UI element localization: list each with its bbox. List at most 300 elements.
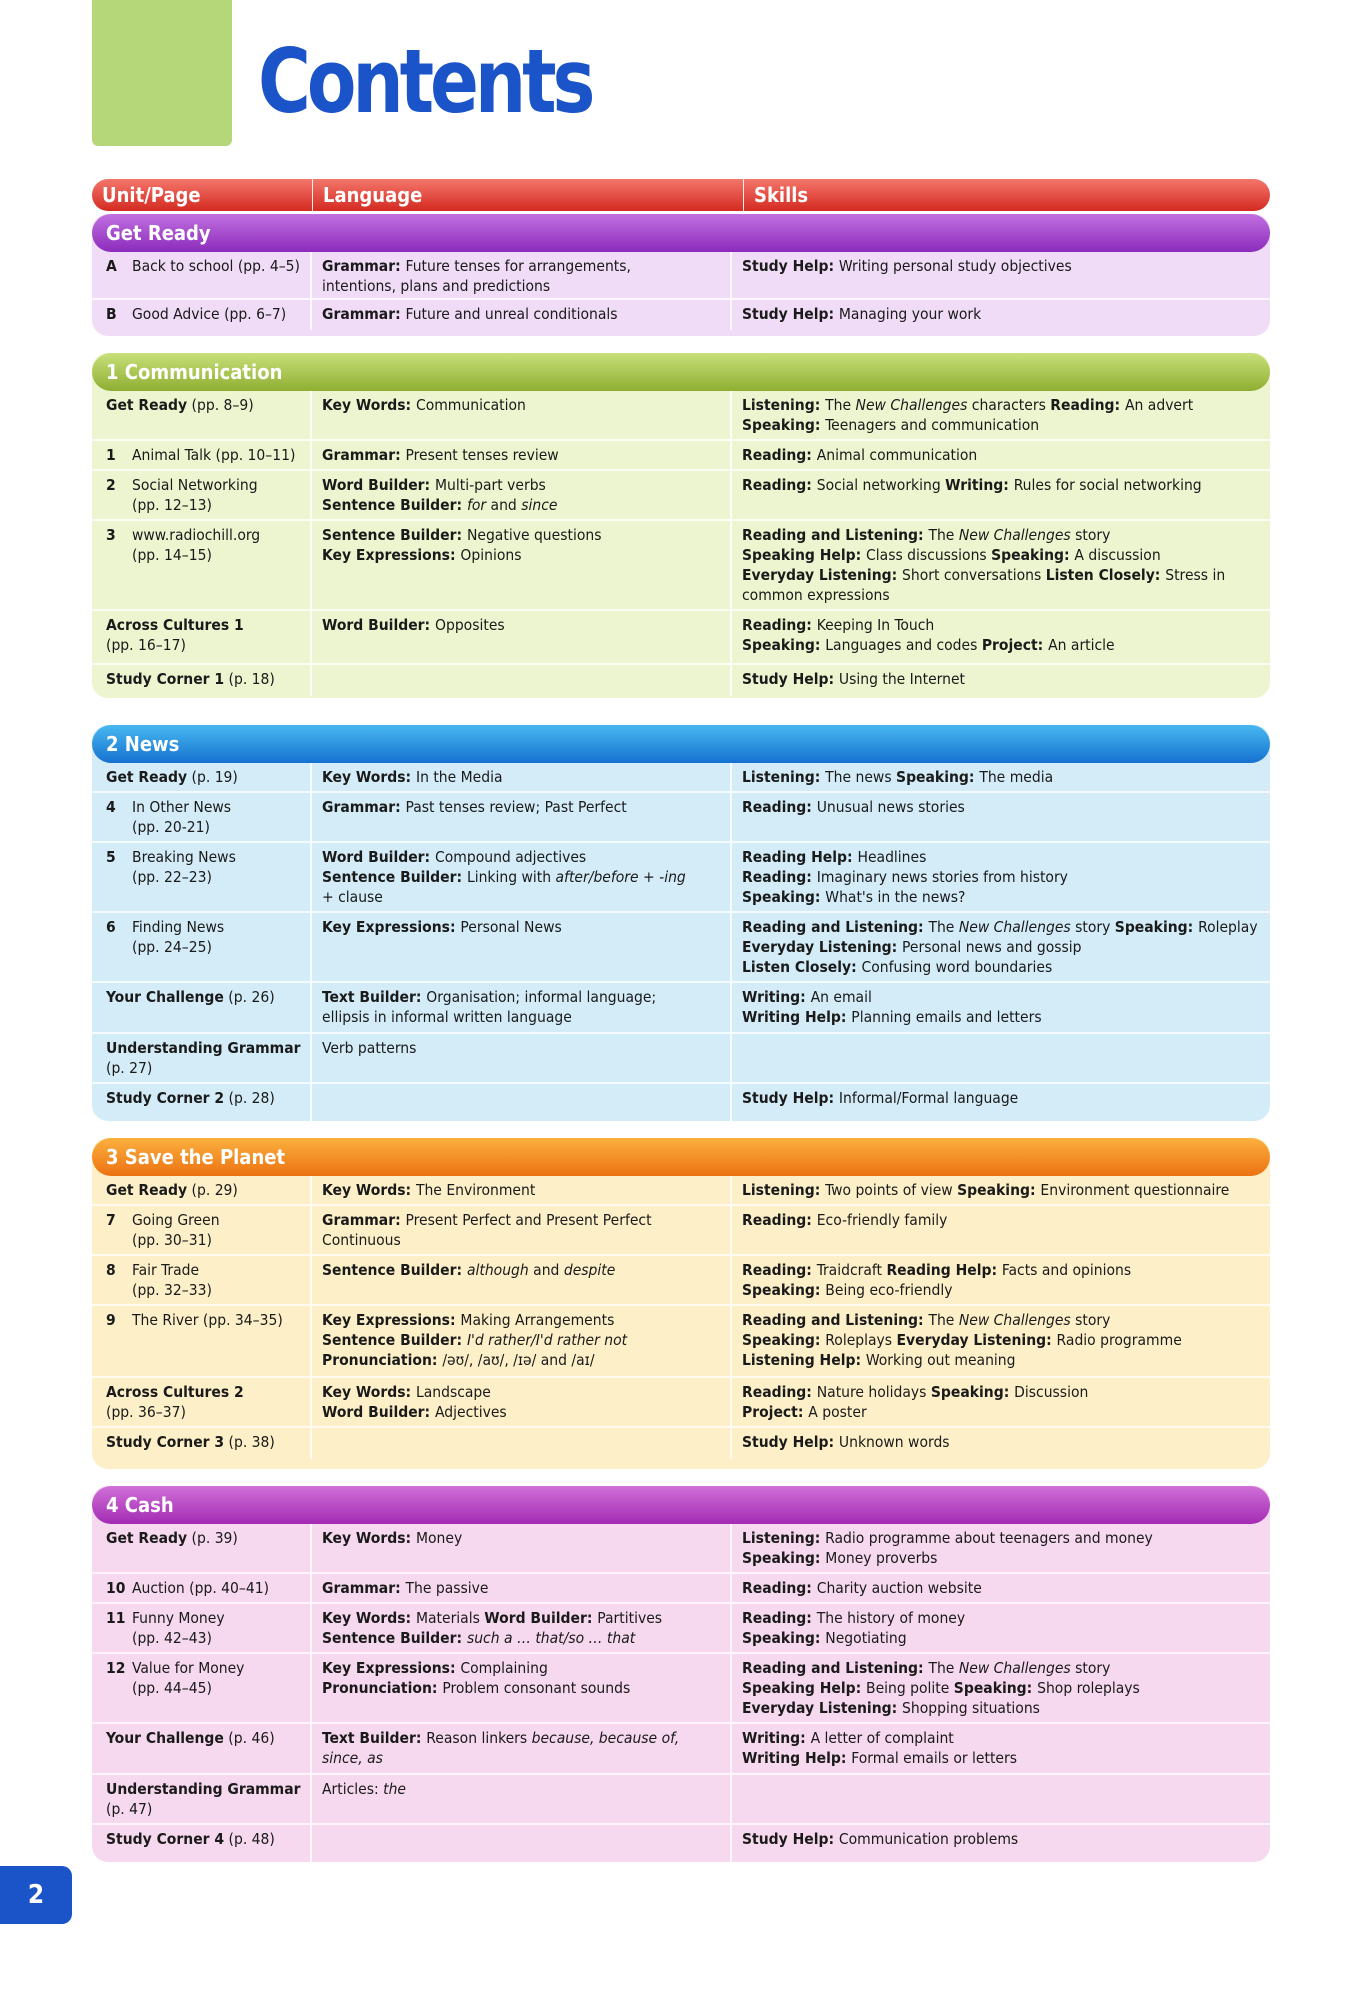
- unit-bold: Study Corner 2: [106, 1089, 225, 1107]
- table-row: [92, 983, 1270, 1034]
- unit-title: Study Corner 1 (p. 18): [106, 670, 275, 688]
- unit-cell: [92, 1428, 310, 1459]
- cell-line: [742, 1350, 1260, 1370]
- skills-cell: [730, 1306, 1270, 1376]
- text-italic: since, as: [322, 1749, 383, 1767]
- unit-title: Your Challenge (p. 26): [106, 988, 275, 1006]
- text: Working out meaning: [865, 1351, 1016, 1369]
- cell-line: [742, 1829, 1260, 1849]
- text-italic: New Challenges: [958, 918, 1071, 936]
- text-italic: I'd rather/I'd rather not: [466, 1331, 628, 1349]
- skills-cell: [730, 252, 1270, 298]
- label-bold: Reading:: [742, 1609, 817, 1627]
- cell-line: [322, 1310, 720, 1330]
- label-bold: Listen Closely:: [1045, 566, 1166, 584]
- table-row: [92, 1378, 1270, 1428]
- table-row: [92, 913, 1270, 983]
- text: Compound adjectives: [435, 848, 587, 866]
- label-bold: Reading:: [742, 476, 817, 494]
- skills-cell: [730, 521, 1270, 609]
- header-skills: Skills: [743, 179, 1270, 211]
- unit-bold: Across Cultures 1: [106, 616, 244, 634]
- text-italic: New Challenges: [958, 1659, 1071, 1677]
- skills-cell: [730, 1176, 1270, 1204]
- label-bold: Sentence Builder:: [322, 1629, 467, 1647]
- text: Animal communication: [816, 446, 978, 464]
- unit-bold: Understanding Grammar: [106, 1780, 301, 1798]
- text: Partitives: [597, 1609, 663, 1627]
- unit-number: 2: [106, 476, 116, 494]
- skills-cell: [730, 611, 1270, 663]
- unit-title: In Other News (pp. 20-21): [132, 798, 232, 836]
- cell-line: [742, 585, 1260, 605]
- cell-line: [322, 1628, 720, 1648]
- cell-line: [742, 1548, 1260, 1568]
- text: Past tenses review; Past Perfect: [405, 798, 627, 816]
- unit-cell: [92, 1306, 310, 1376]
- label-bold: Reading:: [742, 446, 817, 464]
- label-bold: Reading:: [1050, 396, 1125, 414]
- language-cell: [310, 843, 730, 911]
- cell-line: [742, 847, 1260, 867]
- skills-cell: [730, 300, 1270, 330]
- table-row: [92, 1034, 1270, 1084]
- cell-line: [742, 1698, 1260, 1718]
- skills-cell: [730, 843, 1270, 911]
- section-0: [92, 214, 1270, 336]
- skills-cell: [730, 665, 1270, 696]
- cell-line: [322, 1230, 720, 1250]
- text: Managing your work: [838, 305, 982, 323]
- language-cell: [310, 1574, 730, 1602]
- cell-line: [742, 1678, 1260, 1698]
- table-row: [92, 1524, 1270, 1574]
- unit-cell: [92, 1206, 310, 1254]
- text: Shopping situations: [902, 1699, 1040, 1717]
- label-bold: Key Expressions:: [322, 1659, 461, 1677]
- cell-line: [322, 1038, 720, 1058]
- label-bold: Speaking:: [953, 1679, 1038, 1697]
- cell-line: [742, 1382, 1260, 1402]
- label-bold: Everyday Listening:: [742, 566, 903, 584]
- unit-cell: [92, 1775, 310, 1823]
- label-bold: Grammar:: [322, 798, 406, 816]
- cell-line: [742, 1728, 1260, 1748]
- text: story: [1070, 918, 1115, 936]
- table-row: [92, 611, 1270, 665]
- label-bold: Speaking:: [991, 546, 1075, 564]
- unit-title: Get Ready (pp. 8–9): [106, 396, 254, 414]
- label-bold: Speaking:: [742, 1629, 826, 1647]
- text: Rules for social networking: [1013, 476, 1202, 494]
- text-italic: since: [521, 496, 558, 514]
- unit-cell: [92, 1034, 310, 1082]
- text: Linking with: [466, 868, 556, 886]
- text: Opposites: [435, 616, 505, 634]
- cell-line: [742, 1748, 1260, 1768]
- text: Future tenses for arrangements,: [405, 257, 631, 275]
- skills-cell: [730, 1775, 1270, 1823]
- cell-line: [742, 1658, 1260, 1678]
- label-bold: Word Builder:: [322, 848, 435, 866]
- skills-cell: [730, 1604, 1270, 1652]
- label-bold: Key Words:: [322, 1609, 416, 1627]
- cell-line: [742, 635, 1260, 655]
- label-bold: Reading and Listening:: [742, 1659, 929, 1677]
- cell-line: [322, 1180, 720, 1200]
- unit-title: Value for Money (pp. 44–45): [132, 1659, 245, 1697]
- cell-line: [322, 767, 720, 787]
- table-row: [92, 471, 1270, 521]
- text: common expressions: [742, 586, 890, 604]
- skills-cell: [730, 1206, 1270, 1254]
- table-row: [92, 391, 1270, 441]
- section-4: [92, 1486, 1270, 1862]
- cell-line: [742, 615, 1260, 635]
- cell-line: [322, 847, 720, 867]
- label-bold: Speaking:: [742, 636, 826, 654]
- cell-line: [742, 1260, 1260, 1280]
- unit-title: The River (pp. 34–35): [132, 1311, 283, 1329]
- table-row: [92, 763, 1270, 793]
- text: Teenagers and communication: [825, 416, 1040, 434]
- cell-line: [742, 415, 1260, 435]
- text: Confusing word boundaries: [861, 958, 1053, 976]
- section-title: 1 Communication: [92, 353, 1270, 391]
- unit-cell: [92, 471, 310, 519]
- language-cell: [310, 391, 730, 439]
- label-bold: Sentence Builder:: [322, 868, 467, 886]
- label-bold: Key Expressions:: [322, 1311, 461, 1329]
- text: Money: [415, 1529, 463, 1547]
- text-italic: such a … that/so … that: [466, 1629, 636, 1647]
- unit-cell: [92, 252, 310, 298]
- text: intentions, plans and predictions: [322, 277, 551, 295]
- unit-bold: Get Ready: [106, 1181, 188, 1199]
- label-bold: Listening:: [742, 1181, 826, 1199]
- label-bold: Speaking:: [896, 768, 980, 786]
- unit-title: Back to school (pp. 4–5): [132, 257, 300, 275]
- label-bold: Listening:: [742, 1529, 826, 1547]
- cell-line: [322, 1330, 720, 1350]
- label-bold: Reading:: [742, 1579, 817, 1597]
- cell-line: [322, 1350, 720, 1370]
- text: Negotiating: [825, 1629, 907, 1647]
- text: The Environment: [415, 1181, 536, 1199]
- label-bold: Listening:: [742, 768, 826, 786]
- unit-cell: [92, 1604, 310, 1652]
- label-bold: Key Words:: [322, 1383, 416, 1401]
- text: The: [928, 1311, 959, 1329]
- unit-title: Going Green (pp. 30–31): [132, 1211, 220, 1249]
- unit-title: Finding News (pp. 24–25): [132, 918, 225, 956]
- table-row: [92, 300, 1270, 330]
- cell-line: [322, 1528, 720, 1548]
- unit-bold: Get Ready: [106, 1529, 188, 1547]
- unit-cell: [92, 1574, 310, 1602]
- cell-line: [742, 767, 1260, 787]
- label-bold: Key Words:: [322, 768, 416, 786]
- cell-line: [742, 987, 1260, 1007]
- text: The news: [825, 768, 897, 786]
- text-italic: New Challenges: [958, 526, 1071, 544]
- unit-number: 11: [106, 1609, 126, 1627]
- table-row: [92, 252, 1270, 300]
- cell-line: [742, 887, 1260, 907]
- label-bold: Speaking:: [930, 1383, 1015, 1401]
- unit-number: 7: [106, 1211, 116, 1229]
- label-bold: Everyday Listening:: [896, 1331, 1057, 1349]
- text: The: [928, 1659, 959, 1677]
- table-row: [92, 1176, 1270, 1206]
- text: Two points of view: [825, 1181, 958, 1199]
- text: /əʊ/, /aʊ/, /ɪə/ and /aɪ/: [442, 1351, 595, 1369]
- language-cell: [310, 1256, 730, 1304]
- text: story: [1070, 1311, 1111, 1329]
- label-bold: Text Builder:: [322, 988, 427, 1006]
- text: Stress in: [1165, 566, 1226, 584]
- language-cell: [310, 1654, 730, 1722]
- cell-line: [322, 445, 720, 465]
- unit-title: Across Cultures 2 (pp. 36–37): [106, 1383, 244, 1421]
- label-bold: Reading and Listening:: [742, 1311, 929, 1329]
- label-bold: Study Help:: [742, 257, 839, 275]
- language-cell: [310, 793, 730, 841]
- unit-title: Study Corner 2 (p. 28): [106, 1089, 275, 1107]
- section-title: 3 Save the Planet: [92, 1138, 1270, 1176]
- text: Communication problems: [838, 1830, 1019, 1848]
- text: Opinions: [460, 546, 522, 564]
- label-bold: Everyday Listening:: [742, 1699, 903, 1717]
- cell-line: [742, 1088, 1260, 1108]
- label-bold: Pronunciation:: [322, 1679, 443, 1697]
- label-bold: Speaking:: [742, 416, 826, 434]
- text: characters: [967, 396, 1051, 414]
- unit-bold: Your Challenge: [106, 1729, 224, 1747]
- language-cell: [310, 441, 730, 469]
- cell-line: [322, 615, 720, 635]
- skills-cell: [730, 1724, 1270, 1773]
- unit-bold: Get Ready: [106, 768, 188, 786]
- label-bold: Speaking:: [742, 888, 826, 906]
- cell-line: [322, 1382, 720, 1402]
- cell-line: [322, 917, 720, 937]
- label-bold: Grammar:: [322, 1579, 406, 1597]
- table-row: [92, 843, 1270, 913]
- unit-number: 5: [106, 848, 116, 866]
- language-cell: [310, 1524, 730, 1572]
- cell-line: [742, 525, 1260, 545]
- cell-line: [322, 1007, 720, 1027]
- cell-line: [742, 1402, 1260, 1422]
- unit-bold: Study Corner 4: [106, 1830, 225, 1848]
- text: What's in the news?: [825, 888, 966, 906]
- label-bold: Key Words:: [322, 1181, 416, 1199]
- language-cell: [310, 1378, 730, 1426]
- text-italic: because, because of,: [531, 1729, 680, 1747]
- unit-number: 1: [106, 446, 116, 464]
- text: The history of money: [816, 1609, 966, 1627]
- unit-title: Across Cultures 1 (pp. 16–17): [106, 616, 244, 654]
- language-cell: [310, 252, 730, 298]
- cell-line: [322, 1779, 720, 1799]
- label-bold: Study Help:: [742, 1830, 839, 1848]
- language-cell: [310, 1724, 730, 1773]
- table-row: [92, 1825, 1270, 1862]
- page-title: Contents: [258, 30, 592, 133]
- text: Being polite: [866, 1679, 954, 1697]
- text-italic: New Challenges: [855, 396, 968, 414]
- label-bold: Writing Help:: [742, 1749, 852, 1767]
- text: Negative questions: [466, 526, 602, 544]
- label-bold: Writing Help:: [742, 1008, 852, 1026]
- unit-title: Good Advice (pp. 6–7): [132, 305, 287, 323]
- text-italic: despite: [563, 1261, 616, 1279]
- unit-cell: [92, 441, 310, 469]
- cell-line: [322, 475, 720, 495]
- language-cell: [310, 1428, 730, 1459]
- label-bold: Study Help:: [742, 670, 839, 688]
- label-bold: Speaking:: [742, 1331, 826, 1349]
- label-bold: Key Words:: [322, 1529, 416, 1547]
- text-italic: although: [466, 1261, 529, 1279]
- cell-line: [742, 475, 1260, 495]
- cell-line: [742, 1210, 1260, 1230]
- unit-title: Get Ready (p. 19): [106, 768, 238, 786]
- unit-bold: Understanding Grammar: [106, 1039, 301, 1057]
- section-2: [92, 725, 1270, 1121]
- skills-cell: [730, 391, 1270, 439]
- label-bold: Speaking:: [742, 1549, 826, 1567]
- unit-cell: [92, 665, 310, 696]
- unit-cell: [92, 1524, 310, 1572]
- text: Personal news and gossip: [902, 938, 1082, 956]
- text: The: [928, 918, 959, 936]
- language-cell: [310, 913, 730, 981]
- language-cell: [310, 1825, 730, 1862]
- cell-line: [742, 1608, 1260, 1628]
- table-row: [92, 1084, 1270, 1121]
- label-bold: Reading:: [742, 798, 817, 816]
- cell-line: [322, 256, 720, 276]
- language-cell: [310, 983, 730, 1032]
- language-cell: [310, 1306, 730, 1376]
- cell-line: [322, 495, 720, 515]
- skills-cell: [730, 793, 1270, 841]
- text: ellipsis in informal written language: [322, 1008, 572, 1026]
- unit-title: Funny Money (pp. 42–43): [132, 1609, 225, 1647]
- cell-line: [322, 1748, 720, 1768]
- cell-line: [322, 395, 720, 415]
- unit-bold: Study Corner 3: [106, 1433, 225, 1451]
- language-cell: [310, 1775, 730, 1823]
- unit-title: Study Corner 4 (p. 48): [106, 1830, 275, 1848]
- label-bold: Sentence Builder:: [322, 496, 467, 514]
- cell-line: [742, 256, 1260, 276]
- skills-cell: [730, 763, 1270, 791]
- cell-line: [322, 304, 720, 324]
- skills-cell: [730, 913, 1270, 981]
- language-cell: [310, 471, 730, 519]
- text: In the Media: [415, 768, 503, 786]
- text-italic: New Challenges: [958, 1311, 1071, 1329]
- text: story: [1070, 526, 1111, 544]
- language-cell: [310, 1206, 730, 1254]
- unit-number: 6: [106, 918, 116, 936]
- text: Roleplays: [825, 1331, 897, 1349]
- label-bold: Sentence Builder:: [322, 526, 467, 544]
- unit-number: 9: [106, 1311, 116, 1329]
- text: Radio programme about teenagers and money: [825, 1529, 1153, 1547]
- language-cell: [310, 1604, 730, 1652]
- label-bold: Key Expressions:: [322, 546, 461, 564]
- cell-line: [322, 1210, 720, 1230]
- section-title: Get Ready: [92, 214, 1270, 252]
- unit-title: Your Challenge (p. 46): [106, 1729, 275, 1747]
- cell-line: [322, 545, 720, 565]
- text: Money proverbs: [825, 1549, 938, 1567]
- skills-cell: [730, 983, 1270, 1032]
- page-number: 2: [0, 1866, 72, 1924]
- unit-cell: [92, 300, 310, 330]
- cell-line: [742, 1578, 1260, 1598]
- label-bold: Writing:: [945, 476, 1014, 494]
- text: Communication: [415, 396, 526, 414]
- unit-title: Study Corner 3 (p. 38): [106, 1433, 275, 1451]
- label-bold: Listening Help:: [742, 1351, 866, 1369]
- text: Planning emails and letters: [851, 1008, 1042, 1026]
- unit-title: Understanding Grammar (p. 27): [106, 1039, 301, 1077]
- text: Languages and codes: [825, 636, 982, 654]
- cell-line: [322, 887, 720, 907]
- language-cell: [310, 763, 730, 791]
- text: Shop roleplays: [1037, 1679, 1140, 1697]
- table-row: [92, 1206, 1270, 1256]
- text: Formal emails or letters: [851, 1749, 1017, 1767]
- text-italic: the: [383, 1780, 407, 1798]
- text: Short conversations: [902, 566, 1046, 584]
- cell-line: [742, 669, 1260, 689]
- unit-cell: [92, 611, 310, 663]
- table-header: [92, 179, 1270, 211]
- text: Headlines: [857, 848, 927, 866]
- cell-line: [742, 1310, 1260, 1330]
- text: Roleplay: [1198, 918, 1258, 936]
- text: Social networking: [816, 476, 946, 494]
- cell-line: [322, 867, 720, 887]
- text: Facts and opinions: [1001, 1261, 1132, 1279]
- cell-line: [322, 1658, 720, 1678]
- language-cell: [310, 1084, 730, 1121]
- unit-cell: [92, 1176, 310, 1204]
- unit-number: 12: [106, 1659, 126, 1677]
- text: and: [528, 1261, 564, 1279]
- skills-cell: [730, 1084, 1270, 1121]
- unit-title: Animal Talk (pp. 10–11): [132, 446, 296, 464]
- label-bold: Listening:: [742, 396, 826, 414]
- cell-line: [742, 545, 1260, 565]
- unit-title: www.radiochill.org (pp. 14–15): [132, 526, 261, 564]
- label-bold: Study Help:: [742, 1089, 839, 1107]
- skills-cell: [730, 441, 1270, 469]
- label-bold: Study Help:: [742, 1433, 839, 1451]
- table-row: [92, 1306, 1270, 1378]
- unit-cell: [92, 391, 310, 439]
- label-bold: Sentence Builder:: [322, 1331, 467, 1349]
- label-bold: Reading and Listening:: [742, 918, 929, 936]
- table-row: [92, 665, 1270, 696]
- label-bold: Writing:: [742, 988, 811, 1006]
